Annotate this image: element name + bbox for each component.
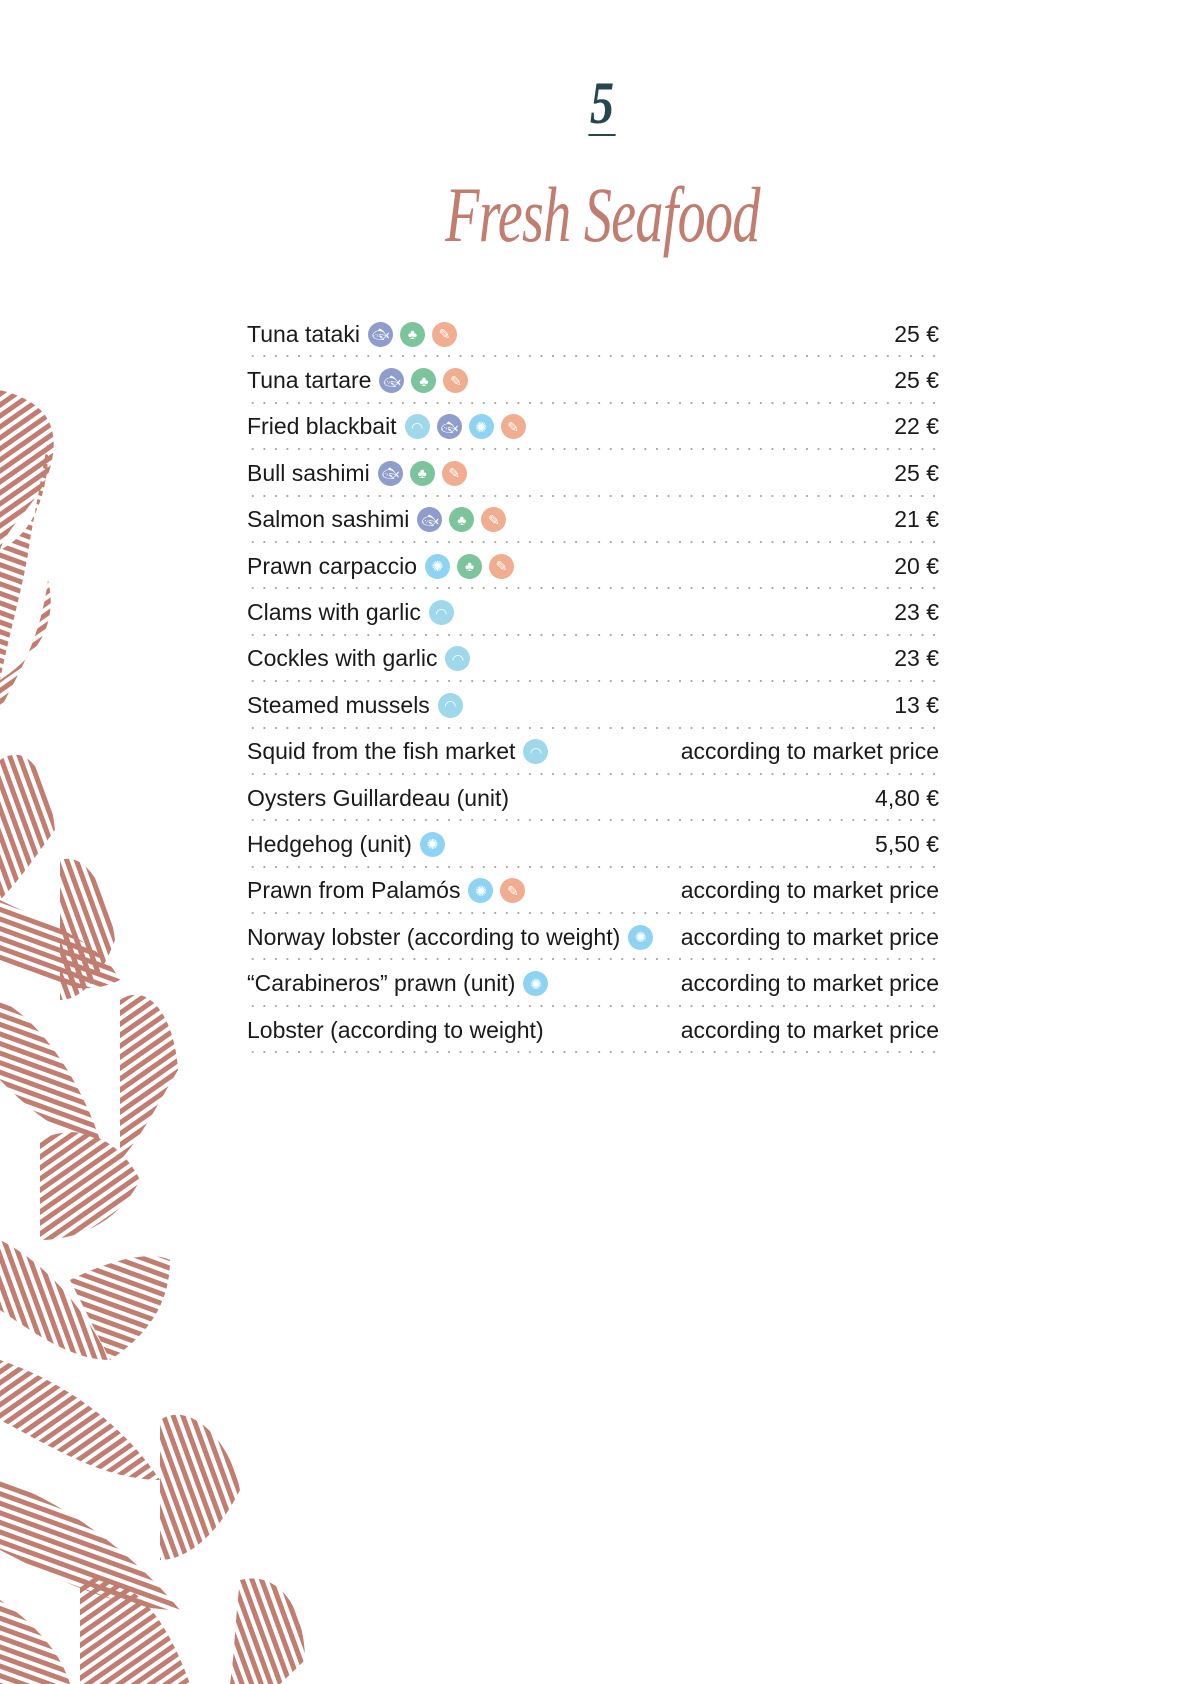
item-name: Tuna tataki xyxy=(247,320,360,347)
allergen-icons xyxy=(368,322,457,347)
menu-item xyxy=(247,589,939,635)
allergen-icons xyxy=(523,971,548,996)
item-name: Lobster (according to weight) xyxy=(247,1016,544,1043)
crustacean-icon: ✺ xyxy=(628,925,653,950)
item-name: Prawn from Palamós xyxy=(247,877,461,904)
crustacean-icon: ✺ xyxy=(468,878,493,903)
item-price: 21 € xyxy=(894,506,939,533)
item-name: Prawn carpaccio xyxy=(247,552,418,579)
allergen-icons xyxy=(523,739,548,764)
item-name-wrap xyxy=(247,970,548,997)
item-name: Steamed mussels xyxy=(247,691,430,718)
menu-item xyxy=(247,682,939,728)
item-price: 25 € xyxy=(894,367,939,394)
item-name-wrap xyxy=(247,692,463,719)
menu-item xyxy=(247,821,939,867)
item-price: 23 € xyxy=(894,645,939,672)
vegetable-icon: ♣ xyxy=(457,554,482,579)
section-number: 5 xyxy=(590,70,614,136)
allergen-icons xyxy=(425,554,514,579)
item-name: “Carabineros” prawn (unit) xyxy=(247,970,516,997)
item-price: 23 € xyxy=(894,599,939,626)
menu-item xyxy=(247,450,939,496)
item-name: Fried blackbait xyxy=(247,413,397,440)
crustacean-icon: ✺ xyxy=(523,971,548,996)
item-price: according to market price xyxy=(680,923,939,950)
item-price: 25 € xyxy=(894,320,939,347)
item-name: Norway lobster (according to weight) xyxy=(247,923,621,950)
item-name-wrap xyxy=(247,831,445,858)
shellfish-icon: ◠ xyxy=(429,600,454,625)
shellfish-icon: ◠ xyxy=(445,646,470,671)
item-name-wrap xyxy=(247,1017,544,1044)
item-name-wrap xyxy=(247,785,509,812)
allergen-icons xyxy=(378,461,467,486)
allergen-icons xyxy=(417,507,506,532)
item-name-wrap xyxy=(247,460,467,487)
menu-item xyxy=(247,311,939,357)
allergen-icons xyxy=(445,646,470,671)
menu-item xyxy=(247,636,939,682)
item-name-wrap xyxy=(247,645,470,672)
item-name: Tuna tartare xyxy=(247,367,372,394)
allergen-icons xyxy=(438,693,463,718)
item-price: according to market price xyxy=(680,970,939,997)
menu-item xyxy=(247,868,939,914)
vegetable-icon: ♣ xyxy=(400,322,425,347)
menu-item xyxy=(247,497,939,543)
crustacean-icon: ✺ xyxy=(469,414,494,439)
vegetable-icon: ♣ xyxy=(410,461,435,486)
shellfish-icon: ◠ xyxy=(438,693,463,718)
page-title: Fresh Seafood xyxy=(444,171,760,258)
allergen-icons xyxy=(420,832,445,857)
fish-icon: 🐟︎ xyxy=(379,368,404,393)
allergen-icons xyxy=(405,414,526,439)
menu-item xyxy=(247,960,939,1006)
fish-icon: 🐟︎ xyxy=(378,461,403,486)
item-name-wrap xyxy=(247,367,468,394)
item-price: 22 € xyxy=(894,413,939,440)
menu-item xyxy=(247,357,939,403)
item-name-wrap xyxy=(247,553,514,580)
gluten-icon: ✎ xyxy=(489,554,514,579)
menu-item xyxy=(247,914,939,960)
item-price: 20 € xyxy=(894,552,939,579)
fish-icon: 🐟︎ xyxy=(417,507,442,532)
item-name: Hedgehog (unit) xyxy=(247,830,412,857)
vegetable-icon: ♣ xyxy=(411,368,436,393)
menu-item xyxy=(247,543,939,589)
shellfish-icon: ◠ xyxy=(405,414,430,439)
item-name: Clams with garlic xyxy=(247,599,421,626)
menu-item xyxy=(247,404,939,450)
allergen-icons xyxy=(379,368,468,393)
gluten-icon: ✎ xyxy=(432,322,457,347)
allergen-icons xyxy=(429,600,454,625)
item-name: Bull sashimi xyxy=(247,459,370,486)
gluten-icon: ✎ xyxy=(481,507,506,532)
gluten-icon: ✎ xyxy=(500,878,525,903)
item-name-wrap xyxy=(247,877,525,904)
item-name-wrap xyxy=(247,321,457,348)
item-price: 25 € xyxy=(894,459,939,486)
allergen-icons xyxy=(468,878,525,903)
item-price: according to market price xyxy=(680,1016,939,1043)
fish-icon: 🐟︎ xyxy=(437,414,462,439)
crustacean-icon: ✺ xyxy=(425,554,450,579)
item-price: according to market price xyxy=(680,738,939,765)
item-name: Salmon sashimi xyxy=(247,506,410,533)
fish-icon: 🐟︎ xyxy=(368,322,393,347)
item-name: Cockles with garlic xyxy=(247,645,438,672)
gluten-icon: ✎ xyxy=(443,368,468,393)
item-name-wrap xyxy=(247,738,548,765)
menu-item xyxy=(247,1007,939,1053)
item-price: 4,80 € xyxy=(875,784,939,811)
item-name-wrap xyxy=(247,413,526,440)
item-price: 13 € xyxy=(894,691,939,718)
menu-item xyxy=(247,729,939,775)
gluten-icon: ✎ xyxy=(442,461,467,486)
menu-list xyxy=(247,311,939,1053)
crustacean-icon: ✺ xyxy=(420,832,445,857)
item-name-wrap xyxy=(247,506,506,533)
gluten-icon: ✎ xyxy=(501,414,526,439)
shellfish-icon: ◠ xyxy=(523,739,548,764)
item-name-wrap xyxy=(247,924,653,951)
menu-item xyxy=(247,775,939,821)
item-name-wrap xyxy=(247,599,454,626)
vegetable-icon: ♣ xyxy=(449,507,474,532)
item-name: Oysters Guillardeau (unit) xyxy=(247,784,510,811)
item-name: Squid from the fish market xyxy=(247,738,516,765)
item-price: according to market price xyxy=(680,877,939,904)
allergen-icons xyxy=(628,925,653,950)
item-price: 5,50 € xyxy=(875,830,939,857)
